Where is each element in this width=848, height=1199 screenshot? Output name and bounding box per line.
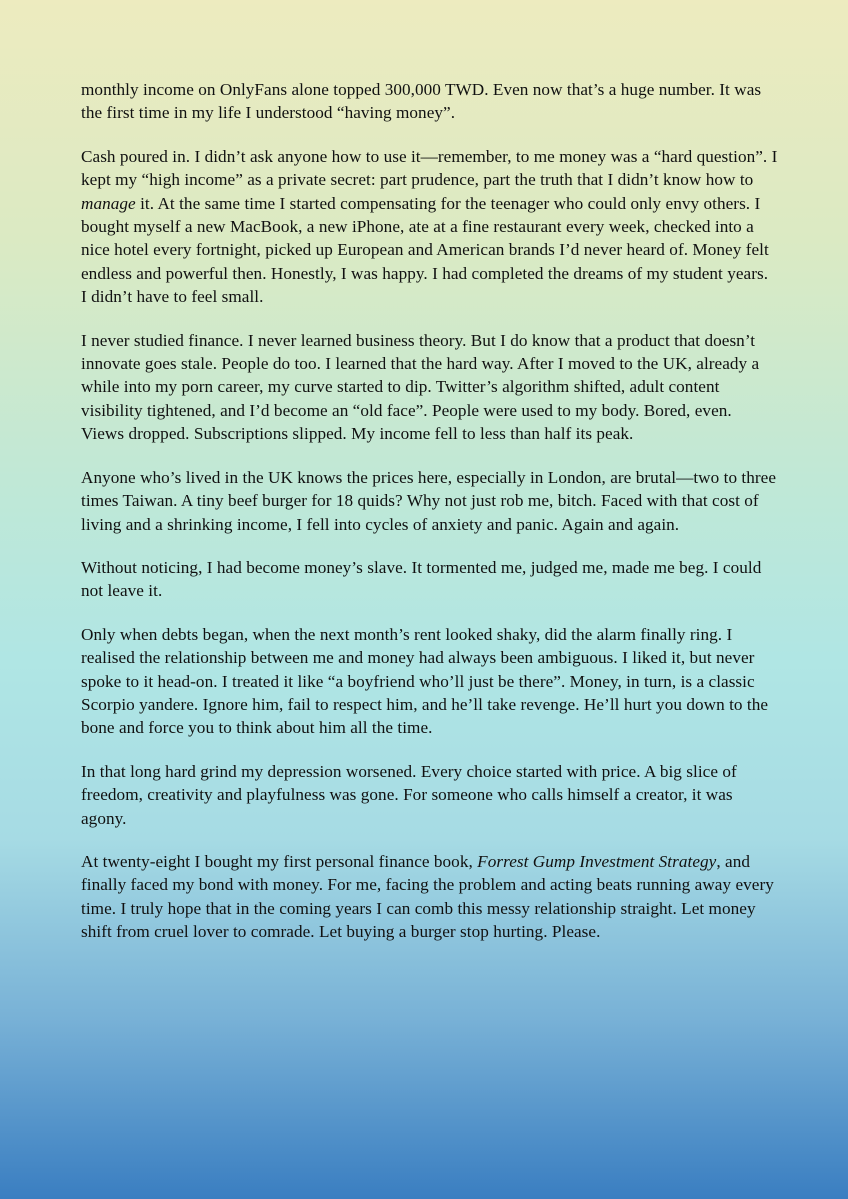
paragraph-text: In that long hard grind my depression worsened. Every choice started with price. A big slice of freedom, creativity and playfulness was gone. For someone who calls himself a creator, it was agony. <box>81 761 737 828</box>
paragraph <box>81 466 778 536</box>
paragraph <box>81 78 778 125</box>
paragraph <box>81 850 778 944</box>
paragraph-text: Only when debts began, when the next month’s rent looked shaky, did the alarm finally ring. I realised the relationship between me and money had always been ambiguous. I liked it, but never spoke to it head-on. I treated it like “a boyfriend who’ll just be there”. Money, in turn, is a classic Scorpio yandere. Ignore him, fail to respect him, and he’ll take revenge. He’ll hurt you down to the bone and force you to think about him all the time. <box>81 624 769 738</box>
paragraph <box>81 145 778 309</box>
document-body <box>81 78 778 944</box>
paragraph-text: monthly income on OnlyFans alone topped 300,000 TWD. Even now that’s a huge number. It was the first time in my life I understood “having money”. <box>81 80 762 123</box>
italic-text: manage <box>81 193 136 213</box>
paragraph-text: I never studied finance. I never learned business theory. But I do know that a product that doesn’t innovate goes stale. People do too. I learned that the hard way. After I moved to the UK, already a while into my porn career, my curve started to dip. Twitter’s algorithm shifted, adult content visibility tightened, and I’d become an “old face”. People were used to my body. Bored, even. Views dropped. Subscriptions slipped. My income fell to less than half its peak. <box>81 330 760 444</box>
paragraph <box>81 329 778 446</box>
paragraph <box>81 623 778 740</box>
paragraph <box>81 760 778 830</box>
paragraph <box>81 556 778 603</box>
paragraph-text: Without noticing, I had become money’s slave. It tormented me, judged me, made me beg. I could not leave it. <box>81 557 762 601</box>
paragraph-text: , and finally faced my bond with money. For me, facing the problem and acting beats running away every time. I truly hope that in the coming years I can comb this messy relationship straight. Let money shift from cruel lover to comrade. Let buying a burger stop hurting. Please. <box>81 851 774 942</box>
paragraph-text: Anyone who’s lived in the UK knows the prices here, especially in London, are brutal—two to three times Taiwan. A tiny beef burger for 18 quids? Why not just rob me, bitch. Faced with that cost of living and a shrinking income, I fell into cycles of anxiety and panic. Again and again. <box>81 467 777 534</box>
paragraph-text: Cash poured in. I didn’t ask anyone how to use it—remember, to me money was a “hard question”. I kept my “high income” as a private secret: part prudence, part the truth that I didn’t know how to <box>81 146 778 190</box>
paragraph-text: At twenty-eight I bought my first personal finance book, <box>81 851 478 871</box>
paragraph-text: it. At the same time I started compensating for the teenager who could only envy others. I bought myself a new MacBook, a new iPhone, ate at a fine restaurant every week, checked into a nice hotel every fortnight, picked up European and American brands I’d never heard of. Money felt endless and powerful then. Honestly, I was happy. I had completed the dreams of my student years. I didn’t have to feel small. <box>81 193 769 307</box>
italic-text: Forrest Gump Investment Strategy <box>477 851 717 871</box>
